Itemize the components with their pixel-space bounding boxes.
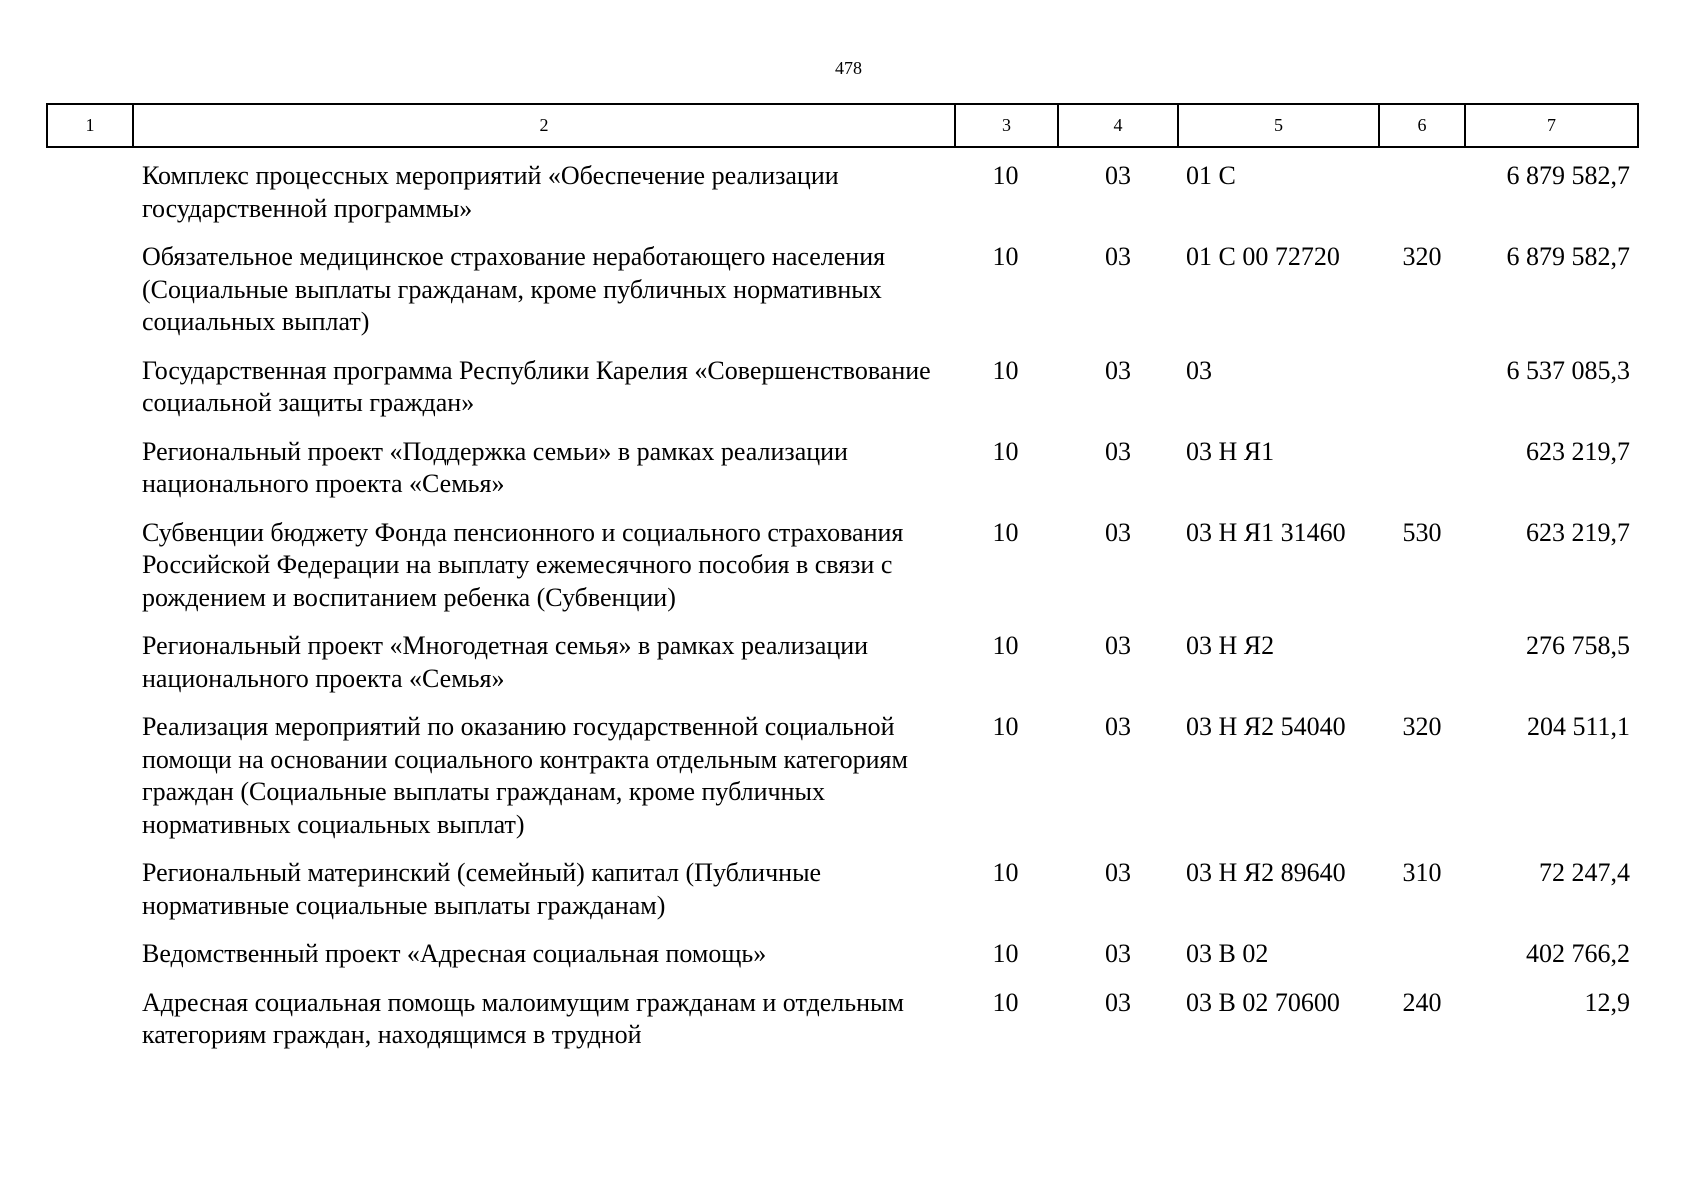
item-name: Субвенции бюджету Фонда пенсионного и социального страхования Российской Федерации на выплату ежемесячного пособия в связи с рождением и воспитанием ребенка (Субвенции) [142, 517, 904, 612]
table-row [47, 938, 1638, 987]
item-name: Адресная социальная помощь малоимущим гражданам и отдельным категориям граждан, находящимся в трудной [142, 987, 904, 1049]
section-code: 10 [992, 858, 1019, 887]
table-row [47, 987, 1638, 1068]
amount-value: 6 537 085,3 [1506, 355, 1630, 385]
item-name: Региональный проект «Поддержка семьи» в рамках реализации национального проекта «Семья» [142, 436, 848, 498]
item-name: Ведомственный проект «Адресная социальная помощь» [142, 939, 767, 968]
target-article-code: 03 Н Я2 89640 [1186, 858, 1346, 887]
section-code: 10 [992, 242, 1019, 271]
subsection-code: 03 [1105, 517, 1131, 547]
empty-cell [47, 987, 133, 1068]
empty-cell [47, 147, 133, 241]
empty-cell [47, 857, 133, 938]
empty-cell [47, 517, 133, 631]
item-name: Государственная программа Республики Карелия «Совершенствование социальной защиты граждан» [142, 355, 931, 417]
expense-type-code [1379, 147, 1465, 241]
subsection-code: 03 [1105, 436, 1131, 466]
table-row [47, 857, 1638, 938]
subsection-code: 03 [1105, 161, 1131, 190]
empty-cell [47, 711, 133, 857]
item-name: Обязательное медицинское страхование неработающего населения (Социальные выплаты гражданам, кроме публичных нормативных социальных выплат) [142, 242, 886, 336]
amount-value: 6 879 582,7 [1506, 161, 1630, 190]
item-name: Региональный проект «Многодетная семья» в рамках реализации национального проекта «Семья» [142, 631, 869, 693]
column-number-header-row [47, 104, 1638, 147]
page-number: 478 [835, 58, 862, 78]
table-row [47, 436, 1638, 517]
section-code: 10 [992, 517, 1019, 547]
empty-cell [47, 938, 133, 987]
budget-table [46, 103, 1639, 1068]
expense-type-code [1379, 938, 1465, 987]
amount-value: 6 879 582,7 [1506, 242, 1630, 271]
empty-cell [47, 241, 133, 355]
expense-type-code: 310 [1402, 858, 1442, 887]
subsection-code: 03 [1105, 987, 1131, 1017]
expense-type-code [1379, 355, 1465, 436]
amount-value: 204 511,1 [1526, 712, 1630, 741]
column-number-header: 6 [1379, 104, 1465, 147]
expense-type-code: 240 [1402, 987, 1442, 1017]
section-code: 10 [992, 712, 1019, 741]
target-article-code: 03 Н Я2 54040 [1186, 712, 1346, 741]
expense-type-code [1379, 436, 1465, 517]
section-code: 10 [992, 987, 1019, 1017]
item-name: Комплекс процессных мероприятий «Обеспечение реализации государственной программы» [142, 161, 839, 223]
empty-cell [47, 436, 133, 517]
item-name: Реализация мероприятий по оказанию государственной социальной помощи на основании социального контракта отдельным категориям граждан (Социальные выплаты гражданам, кроме публичных нормативных социальных выплат) [142, 712, 908, 839]
table-row [47, 355, 1638, 436]
amount-value: 623 219,7 [1526, 517, 1630, 547]
column-number-header: 5 [1178, 104, 1379, 147]
item-name: Региональный материнский (семейный) капитал (Публичные нормативные социальные выплаты гражданам) [142, 858, 822, 920]
amount-value: 12,9 [1584, 987, 1630, 1017]
target-article-code: 03 [1186, 355, 1212, 385]
subsection-code: 03 [1105, 242, 1131, 271]
subsection-code: 03 [1105, 631, 1131, 660]
section-code: 10 [992, 631, 1019, 660]
subsection-code: 03 [1105, 355, 1131, 385]
target-article-code: 01 С [1186, 161, 1236, 190]
amount-value: 402 766,2 [1526, 939, 1630, 968]
target-article-code: 03 Н Я2 [1186, 631, 1275, 660]
expense-type-code: 530 [1402, 517, 1442, 547]
target-article-code: 03 В 02 70600 [1186, 987, 1340, 1017]
expense-type-code: 320 [1402, 242, 1442, 271]
table-row [47, 147, 1638, 241]
section-code: 10 [992, 939, 1019, 968]
column-number-header: 2 [133, 104, 955, 147]
column-number-header: 4 [1058, 104, 1178, 147]
empty-cell [47, 630, 133, 711]
target-article-code: 03 В 02 [1186, 939, 1269, 968]
table-row [47, 517, 1638, 631]
section-code: 10 [992, 355, 1019, 385]
column-number-header: 3 [955, 104, 1058, 147]
amount-value: 72 247,4 [1539, 858, 1630, 887]
amount-value: 276 758,5 [1526, 631, 1630, 660]
target-article-code: 03 Н Я1 31460 [1186, 517, 1346, 547]
table-row [47, 630, 1638, 711]
target-article-code: 01 С 00 72720 [1186, 242, 1340, 271]
target-article-code: 03 Н Я1 [1186, 436, 1275, 466]
expense-type-code [1379, 630, 1465, 711]
subsection-code: 03 [1105, 939, 1131, 968]
expense-type-code: 320 [1402, 712, 1442, 741]
subsection-code: 03 [1105, 858, 1131, 887]
column-number-header: 7 [1465, 104, 1638, 147]
column-number-header: 1 [47, 104, 133, 147]
section-code: 10 [992, 436, 1019, 466]
empty-cell [47, 355, 133, 436]
subsection-code: 03 [1105, 712, 1131, 741]
amount-value: 623 219,7 [1526, 436, 1630, 466]
table-row [47, 241, 1638, 355]
section-code: 10 [992, 161, 1019, 190]
table-row [47, 711, 1638, 857]
